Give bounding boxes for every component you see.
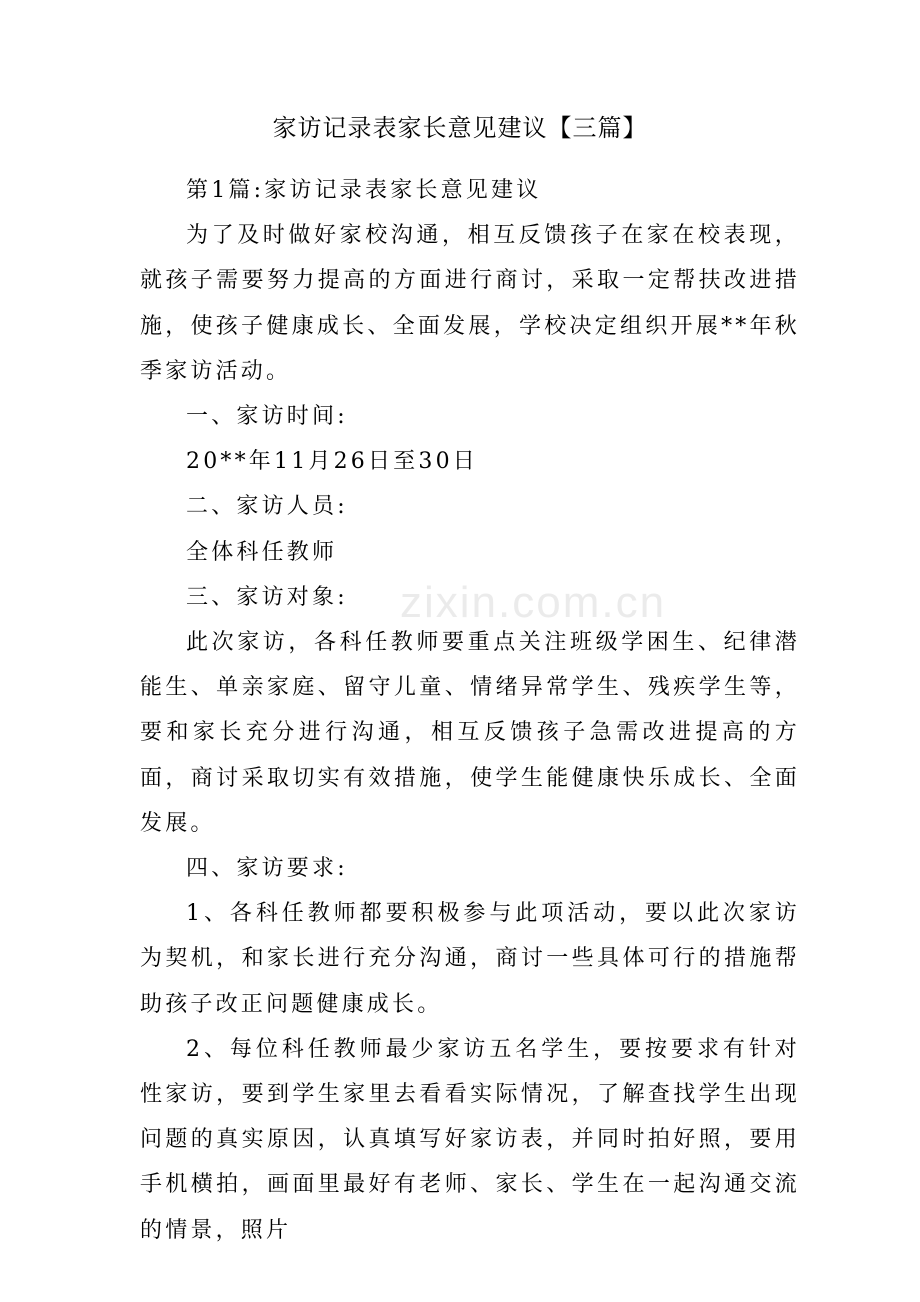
- intro-paragraph: 为了及时做好家校沟通，相互反馈孩子在家在校表现，就孩子需要努力提高的方面进行商讨，采取一定帮扶改进措施，使孩子健康成长、全面发展，学校决定组织开展**年秋季家访活动。: [140, 223, 800, 384]
- item-heading-targets: 三、家访对象:: [186, 584, 348, 610]
- targets-paragraph: 此次家访，各科任教师要重点关注班级学困生、纪律潜能生、单亲家庭、留守儿童、情绪异常学生、残疾学生等，要和家长充分进行沟通，相互反馈孩子急需改进提高的方面，商讨采取切实有效措施，使学生能健康快乐成长、全面发展。: [140, 630, 800, 836]
- item-heading-time: 一、家访时间:: [186, 404, 348, 430]
- document-body: [140, 168, 800, 1253]
- item-heading-requirements: 四、家访要求:: [186, 856, 348, 882]
- requirement-1-paragraph: 1、各科任教师都要积极参与此项活动，要以此次家访为契机，和家长进行充分沟通，商讨一些具体可行的措施帮助孩子改正问题健康成长。: [140, 901, 800, 1017]
- requirement-2-paragraph: 2、每位科任教师最少家访五名学生，要按要求有针对性家访，要到学生家里去看看实际情况，了解查找学生出现问题的真实原因，认真填写好家访表，并同时拍好照，要用手机横拍，画面里最好有老师、家长、学生在一起沟通交流的情景，照片: [140, 1036, 800, 1243]
- item-value-staff: 全体科任教师: [186, 539, 338, 565]
- watermark: zixin.com.cn: [400, 578, 667, 627]
- item-heading-staff: 二、家访人员:: [186, 494, 348, 520]
- item-value-time: 20**年11月26日至30日: [186, 449, 478, 475]
- document-title: 家访记录表家长意见建议【三篇】: [272, 114, 648, 142]
- section-heading: 第1篇:家访记录表家长意见建议: [186, 178, 542, 203]
